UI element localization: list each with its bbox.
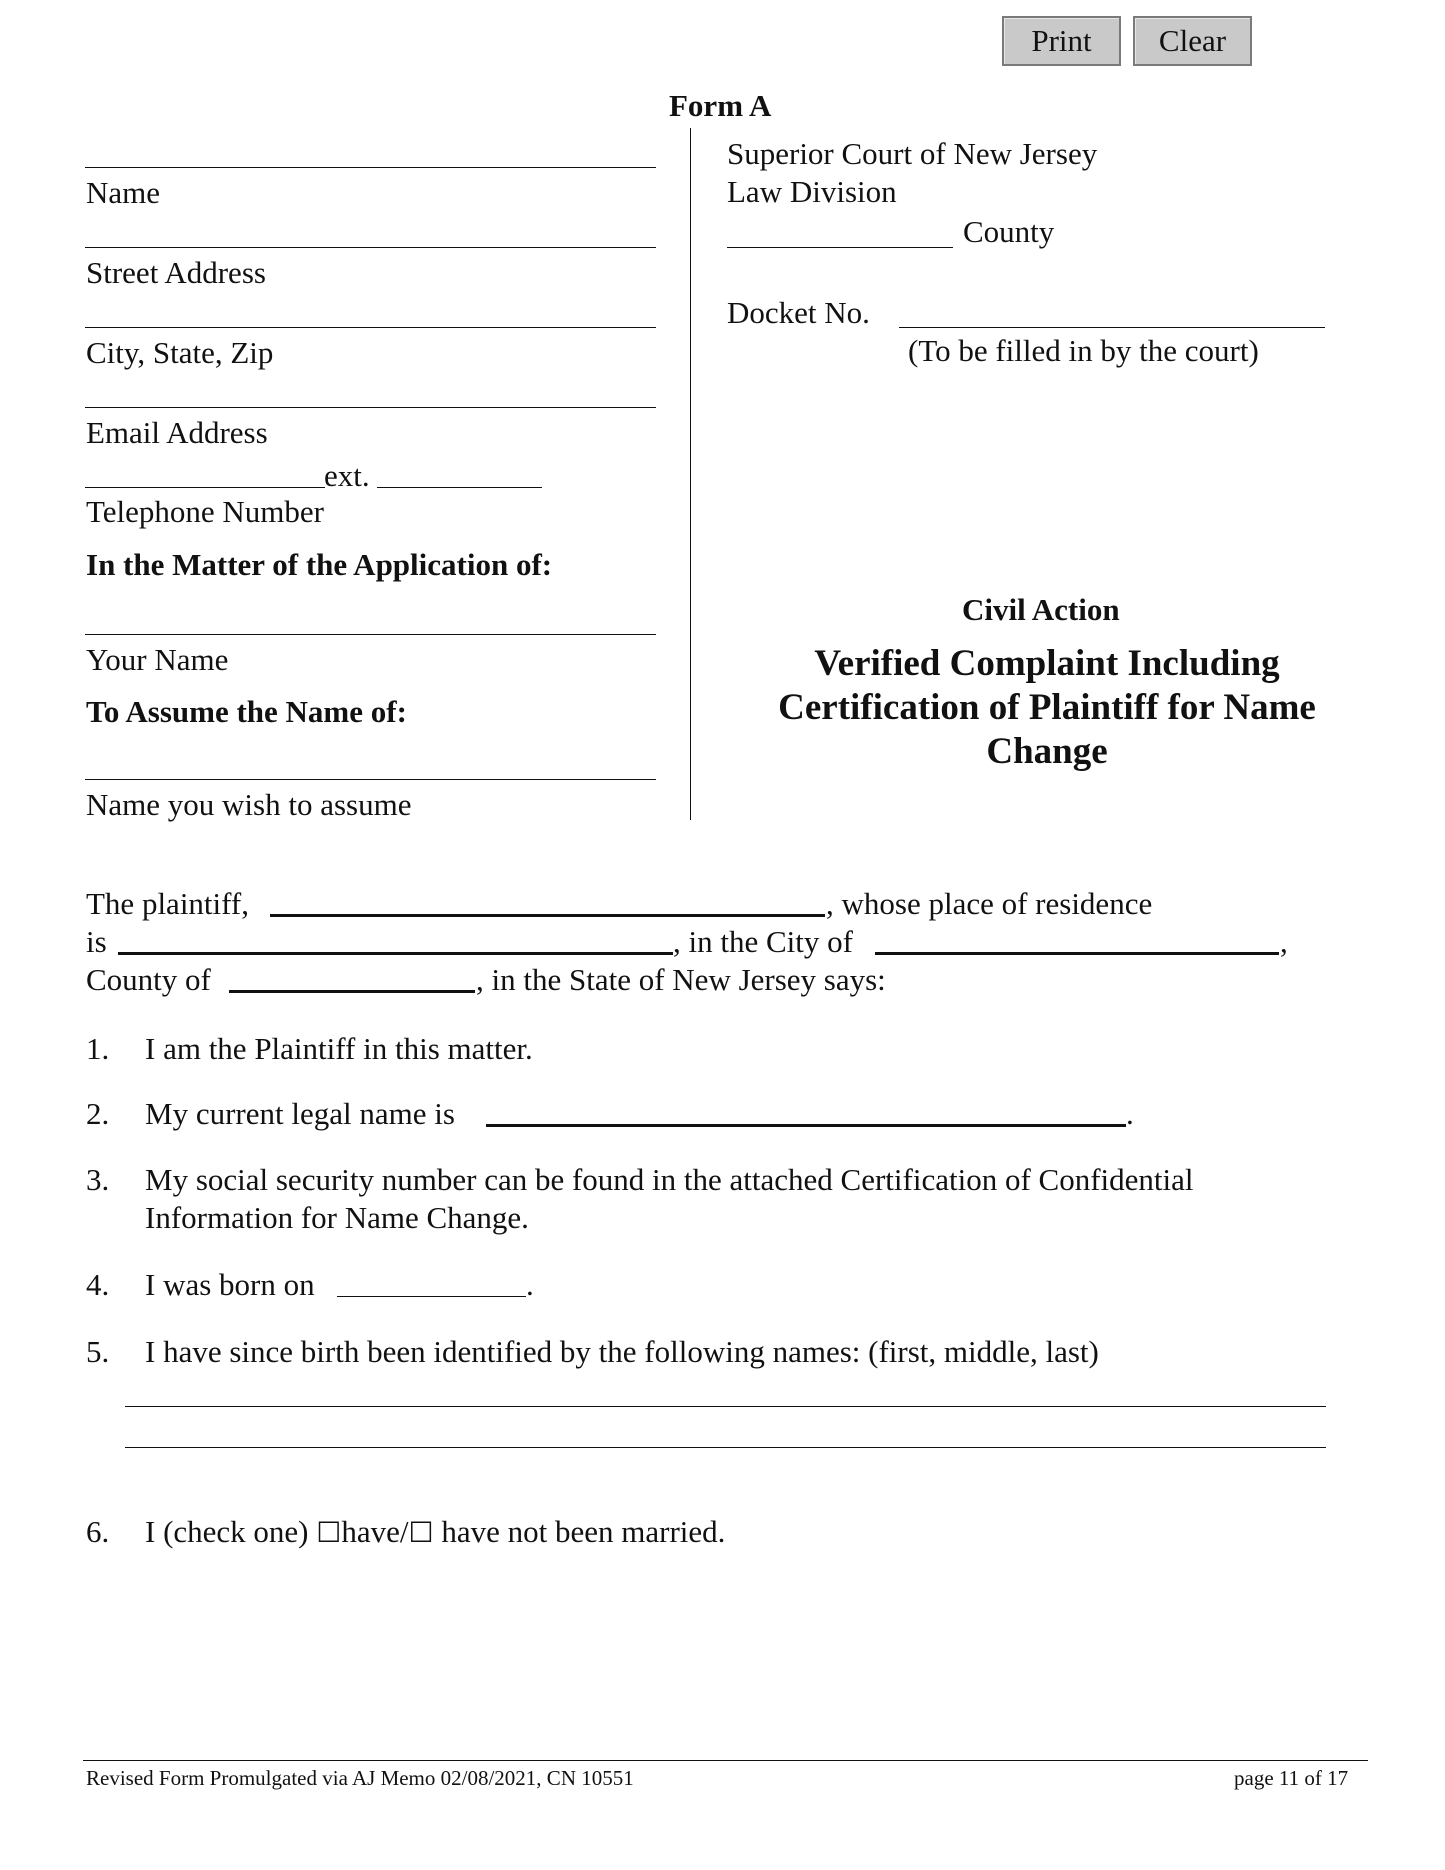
prior-names-field-1[interactable] [125,1406,1326,1407]
item-4-number: 4. [86,1267,110,1302]
assume-heading: To Assume the Name of: [86,694,407,729]
your-name-label: Your Name [86,642,229,677]
docket-number-field[interactable] [899,327,1325,328]
footer-rule [83,1760,1368,1761]
item-3-number: 3. [86,1162,110,1197]
county-label: County [963,214,1055,249]
item-3-text-cont: Information for Name Change. [145,1200,529,1235]
intro-city-label: , in the City of [673,924,853,959]
item-3-text: My social security number can be found in the attached Certification of Confidential [145,1162,1194,1197]
court-name: Superior Court of New Jersey [727,136,1098,171]
email-label: Email Address [86,415,268,450]
plaintiff-name-field[interactable] [270,914,825,917]
footer-revision: Revised Form Promulgated via AJ Memo 02/08/2021, CN 10551 [86,1766,634,1790]
have-not-checkbox[interactable]: ☐ [408,1516,434,1549]
civil-action-label: Civil Action [962,592,1120,627]
item-6-text [145,1516,725,1547]
name-field[interactable] [85,167,656,168]
item-2-number: 2. [86,1096,110,1131]
item-4-text: I was born on [145,1267,315,1302]
legal-name-field[interactable] [486,1124,1126,1127]
print-button[interactable]: Print [1002,16,1121,66]
docket-note: (To be filled in by the court) [908,333,1259,368]
intro-plaintiff-label: The plaintiff, [86,886,249,921]
header-divider [690,128,691,820]
new-name-label: Name you wish to assume [86,787,412,822]
intro-county-field[interactable] [229,990,475,993]
have-not-label: have not been married. [441,1514,726,1549]
matter-heading: In the Matter of the Application of: [86,547,553,582]
form-label: Form A [669,88,772,123]
city-state-zip-field[interactable] [85,327,656,328]
residence-field[interactable] [118,952,673,955]
intro-residence-label: , whose place of residence [826,886,1153,921]
item-6-prefix: I (check one) [145,1514,309,1549]
item-1-number: 1. [86,1031,110,1066]
footer-page-number: page 11 of 17 [1234,1766,1349,1790]
new-name-field[interactable] [85,779,656,780]
have-checkbox[interactable]: ☐ [316,1516,342,1549]
item-5-number: 5. [86,1334,110,1369]
prior-names-field-2[interactable] [125,1447,1326,1448]
intro-state-text: , in the State of New Jersey says: [476,962,886,997]
telephone-field[interactable] [85,487,325,488]
county-field[interactable] [727,247,953,248]
have-label: have/ [341,1514,409,1549]
clear-button[interactable]: Clear [1133,16,1252,66]
document-title [740,642,1354,774]
title-line-1: Verified Complaint Including [814,643,1280,684]
intro-comma: , [1280,924,1288,959]
your-name-field[interactable] [85,634,656,635]
intro-county-label: County of [86,962,211,997]
city-field[interactable] [875,952,1279,955]
item-6-number: 6. [86,1514,110,1549]
birth-date-field[interactable] [337,1296,526,1297]
item-2-suffix: . [1126,1096,1134,1131]
name-label: Name [86,175,161,210]
court-division: Law Division [727,174,897,209]
ext-label: ext. [324,458,370,493]
extension-field[interactable] [377,487,542,488]
intro-is-label: is [86,924,107,959]
item-5-text: I have since birth been identified by the following names: (first, middle, last) [145,1334,1099,1369]
item-4-suffix: . [526,1267,534,1302]
telephone-label: Telephone Number [86,494,324,529]
title-line-2: Certification of Plaintiff for Name [778,687,1316,728]
docket-label: Docket No. [727,295,870,330]
title-line-3: Change [986,731,1108,772]
item-1-text: I am the Plaintiff in this matter. [145,1031,533,1066]
street-address-field[interactable] [85,247,656,248]
city-state-zip-label: City, State, Zip [86,335,274,370]
item-2-text: My current legal name is [145,1096,455,1131]
street-address-label: Street Address [86,255,266,290]
email-field[interactable] [85,407,656,408]
